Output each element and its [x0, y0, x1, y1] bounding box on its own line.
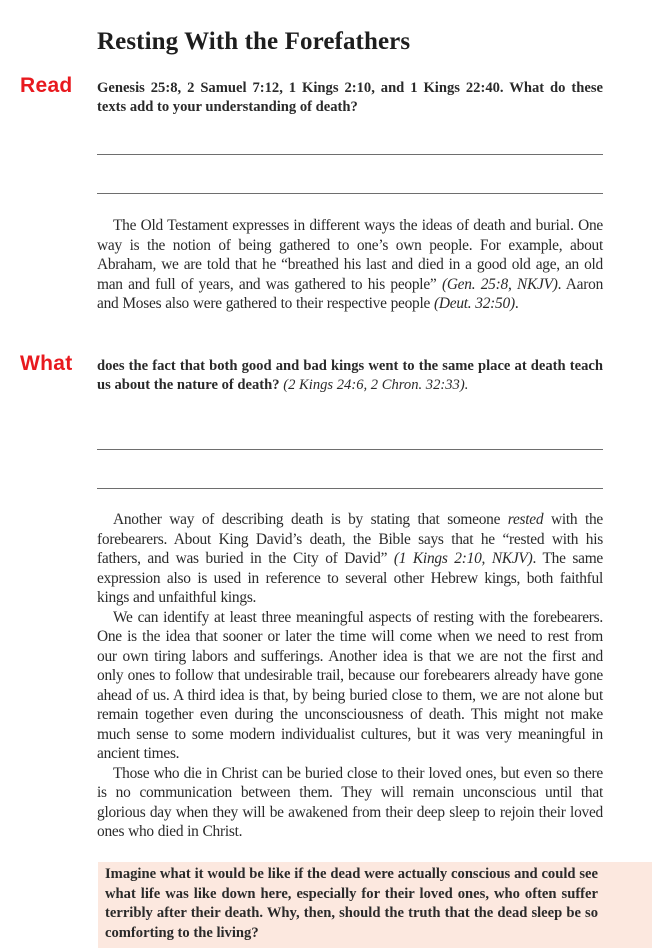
paragraph-die-in-christ: Those who die in Christ can be buried close to their loved ones, but even so there is no communication between them. They will remain unconscious until that glorious day when they will be awakened from their deep sleep to rejoin their loved ones who died in Christ.	[97, 764, 603, 840]
paragraph-text: The Old Testament expresses in different ways the ideas of death and burial. One way is the notion of being gathered to one’s own people. For example, about Abraham, we are told that he “breathed his last and died in a good old age, an old man and full of years, and was gathered to his people”	[97, 217, 603, 293]
scripture-citation: (Deut. 32:50)	[434, 295, 515, 312]
paragraph-body	[97, 510, 603, 842]
reflection-callout	[98, 862, 652, 948]
callout-text: Imagine what it would be like if the dead were actually conscious and could see what life was like down here, especially for their loved ones, who often suffer terribly after their death. Why, then, should the truth that the dead sleep be so comforting to the living?	[105, 866, 598, 941]
paragraph-text: Another way of describing death is by stating that someone	[113, 511, 508, 528]
question-end: .	[464, 377, 469, 393]
paragraph-text: . Aaron and Moses also were gathered to their respective people	[97, 275, 604, 312]
answer-line[interactable]	[97, 449, 603, 450]
answer-line[interactable]	[97, 193, 603, 194]
paragraph-text: .	[514, 295, 519, 312]
scripture-citation: (1 Kings 2:10, NKJV)	[393, 550, 533, 567]
read-question	[20, 74, 603, 117]
answer-line[interactable]	[97, 488, 603, 489]
read-label: Read	[20, 74, 73, 97]
scripture-citation: (2 Kings 24:6, 2 Chron. 32:33)	[283, 377, 465, 393]
paragraph-three-aspects: We can identify at least three meaningful aspects of resting with the forebearers. One is the idea that sooner or later the time will come when we need to rest from our own tiring labors and sufferings. Another idea is that we are not the first and only ones to follow that undesirable trail, because our forebearers already have gone ahead of us. A third idea is that, by being buried close to them, we are not alone but remain together even during the unconsciousness of death. This might not make much sense to some modern individualist cultures, but it was very meaningful in ancient times.	[97, 608, 603, 762]
what-question-text: does the fact that both good and bad kings went to the same place at death teach us about the nature of death?	[97, 358, 603, 393]
paragraph-rested	[97, 510, 603, 608]
read-question-text: Genesis 25:8, 2 Samuel 7:12, 1 Kings 2:10, and 1 Kings 22:40. What do these texts add to your understanding of death?	[97, 80, 603, 115]
emphasis: rested	[507, 511, 544, 528]
paragraph-text: . The same expression also is used in reference to several other Hebrew kings, both faithful kings and unfaithful kings.	[97, 550, 604, 606]
what-label: What	[20, 352, 73, 375]
scripture-citation: (Gen. 25:8, NKJV)	[441, 275, 558, 293]
paragraph-old-testament	[97, 216, 603, 314]
page-title: Resting With the Forefathers	[97, 28, 411, 55]
paragraph-text: with the forebearers. About King David’s death, the Bible says that he “rested with his fathers, and was buried in the City of David”	[97, 511, 604, 567]
answer-line[interactable]	[97, 154, 603, 155]
what-question	[20, 352, 603, 395]
